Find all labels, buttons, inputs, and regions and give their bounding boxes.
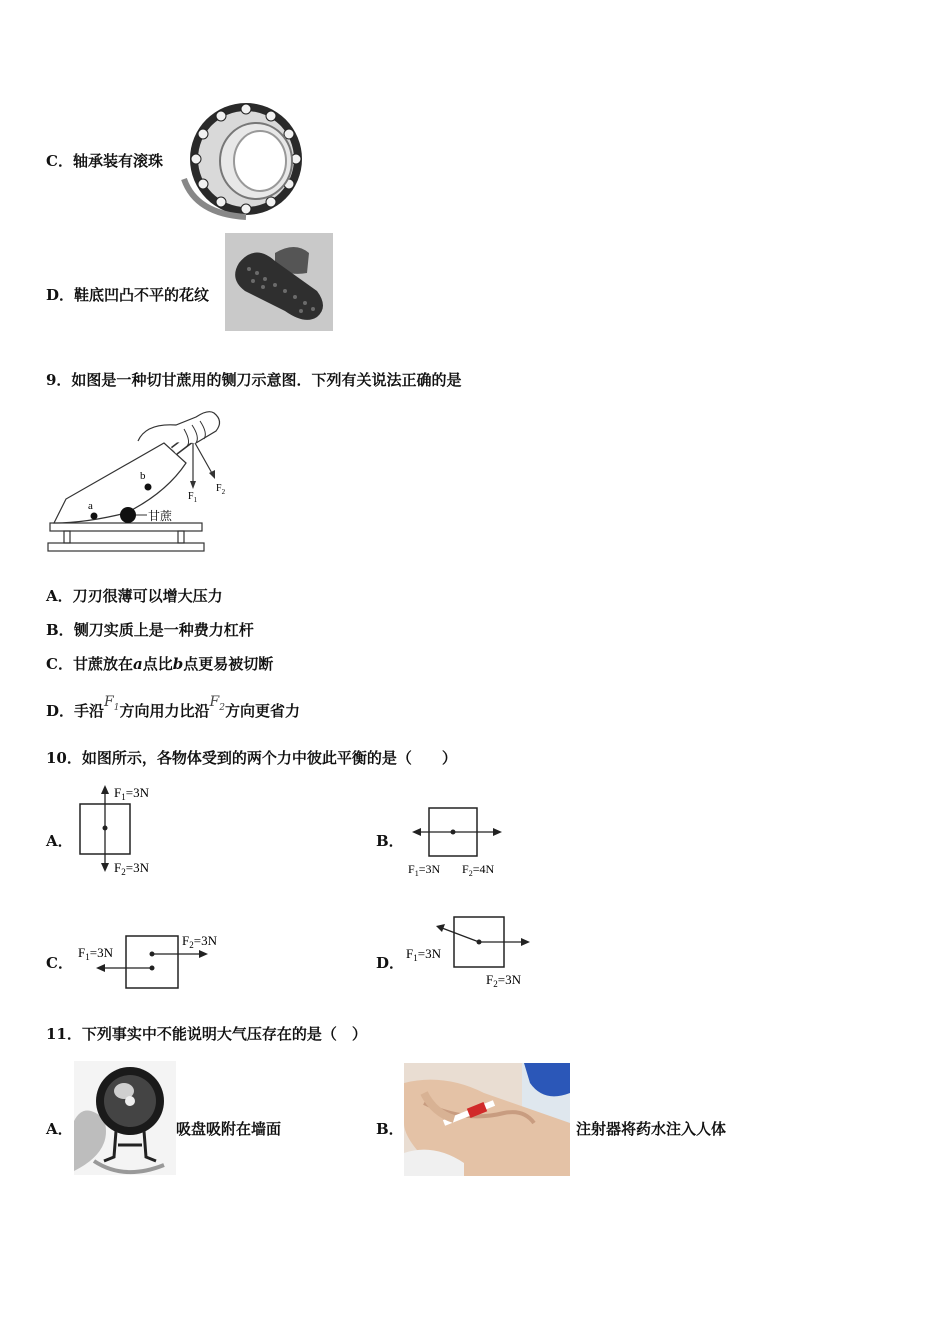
var-f2: $F_2$	[209, 694, 225, 713]
q11-stem: 11．下列事实中不能说明大气压存在的是（ ）	[46, 1025, 367, 1043]
svg-text:F2=3N: $F_2=3N$	[486, 972, 521, 989]
q10-option-a-letter[interactable]: A．	[46, 832, 73, 850]
q9-option-c[interactable]: C．甘蔗放在a点比b点更易被切断	[46, 655, 274, 673]
option-d-prev: D．鞋底凹凸不平的花纹	[46, 286, 210, 304]
svg-text:F2=4N: $F_2=4N$	[462, 862, 495, 878]
svg-text:F2=3N: $F_2=3N$	[182, 933, 217, 950]
label-f1: $F_1$	[188, 491, 198, 504]
ball-bearing-photo-icon	[176, 99, 306, 223]
svg-text:F1=3N: $F_1=3N$	[406, 946, 441, 963]
q10-figure-c	[74, 928, 244, 998]
force-f2-arrow	[195, 443, 213, 475]
svg-text:F1=3N: $F_1=3N$	[114, 785, 149, 802]
q9-option-b[interactable]: B．铡刀实质上是一种费力杠杆	[46, 621, 254, 639]
q11-option-a-letter[interactable]: A．	[46, 1120, 73, 1138]
svg-text:F1=3N: $F_1=3N$	[408, 862, 441, 878]
q11-option-b-letter[interactable]: B．	[376, 1120, 404, 1138]
q9-option-d[interactable]: D．手沿$F_1$方向用力比沿$F_2$方向更省力	[46, 694, 300, 720]
option-c-prev: C．轴承装有滚珠	[46, 152, 163, 170]
label-a: a	[88, 500, 93, 512]
q10-figure-a	[74, 780, 194, 884]
svg-text:F1=3N: $F_1=3N$	[78, 945, 113, 962]
q10-stem: 10．如图所示，各物体受到的两个力中彼此平衡的是（ ）	[46, 749, 457, 767]
q9-stem: 9．如图是一种切甘蔗用的铡刀示意图．下列有关说法正确的是	[46, 371, 462, 389]
q10-figure-d	[404, 912, 544, 996]
q10-figure-b	[404, 803, 524, 887]
point-a	[91, 513, 98, 520]
q9-option-a[interactable]: A．刀刃很薄可以增大压力	[46, 587, 223, 605]
q10-option-d-letter[interactable]: D．	[376, 954, 405, 972]
shoe-sole-photo-icon	[225, 233, 333, 335]
q11-option-b-text: 注射器将药水注入人体	[576, 1120, 727, 1138]
label-b: b	[140, 470, 146, 482]
label-f2: $F_2$	[216, 483, 226, 496]
point-b	[145, 484, 152, 491]
q11-option-a-text: 吸盘吸附在墙面	[176, 1120, 282, 1138]
svg-text:F2=3N: $F_2=3N$	[114, 860, 149, 877]
hand-shape	[138, 412, 220, 443]
label-cane: 甘蔗	[148, 509, 173, 523]
q10-option-c-letter[interactable]: C．	[46, 954, 73, 972]
injection-photo-icon	[404, 1063, 570, 1180]
q10-option-b-letter[interactable]: B．	[376, 832, 404, 850]
var-f1: $F_1$	[104, 694, 120, 713]
q9-figure-chopper	[46, 403, 226, 559]
chopper-base	[50, 523, 202, 531]
sugarcane-circle	[120, 507, 136, 523]
suction-cup-photo-icon	[74, 1061, 176, 1179]
